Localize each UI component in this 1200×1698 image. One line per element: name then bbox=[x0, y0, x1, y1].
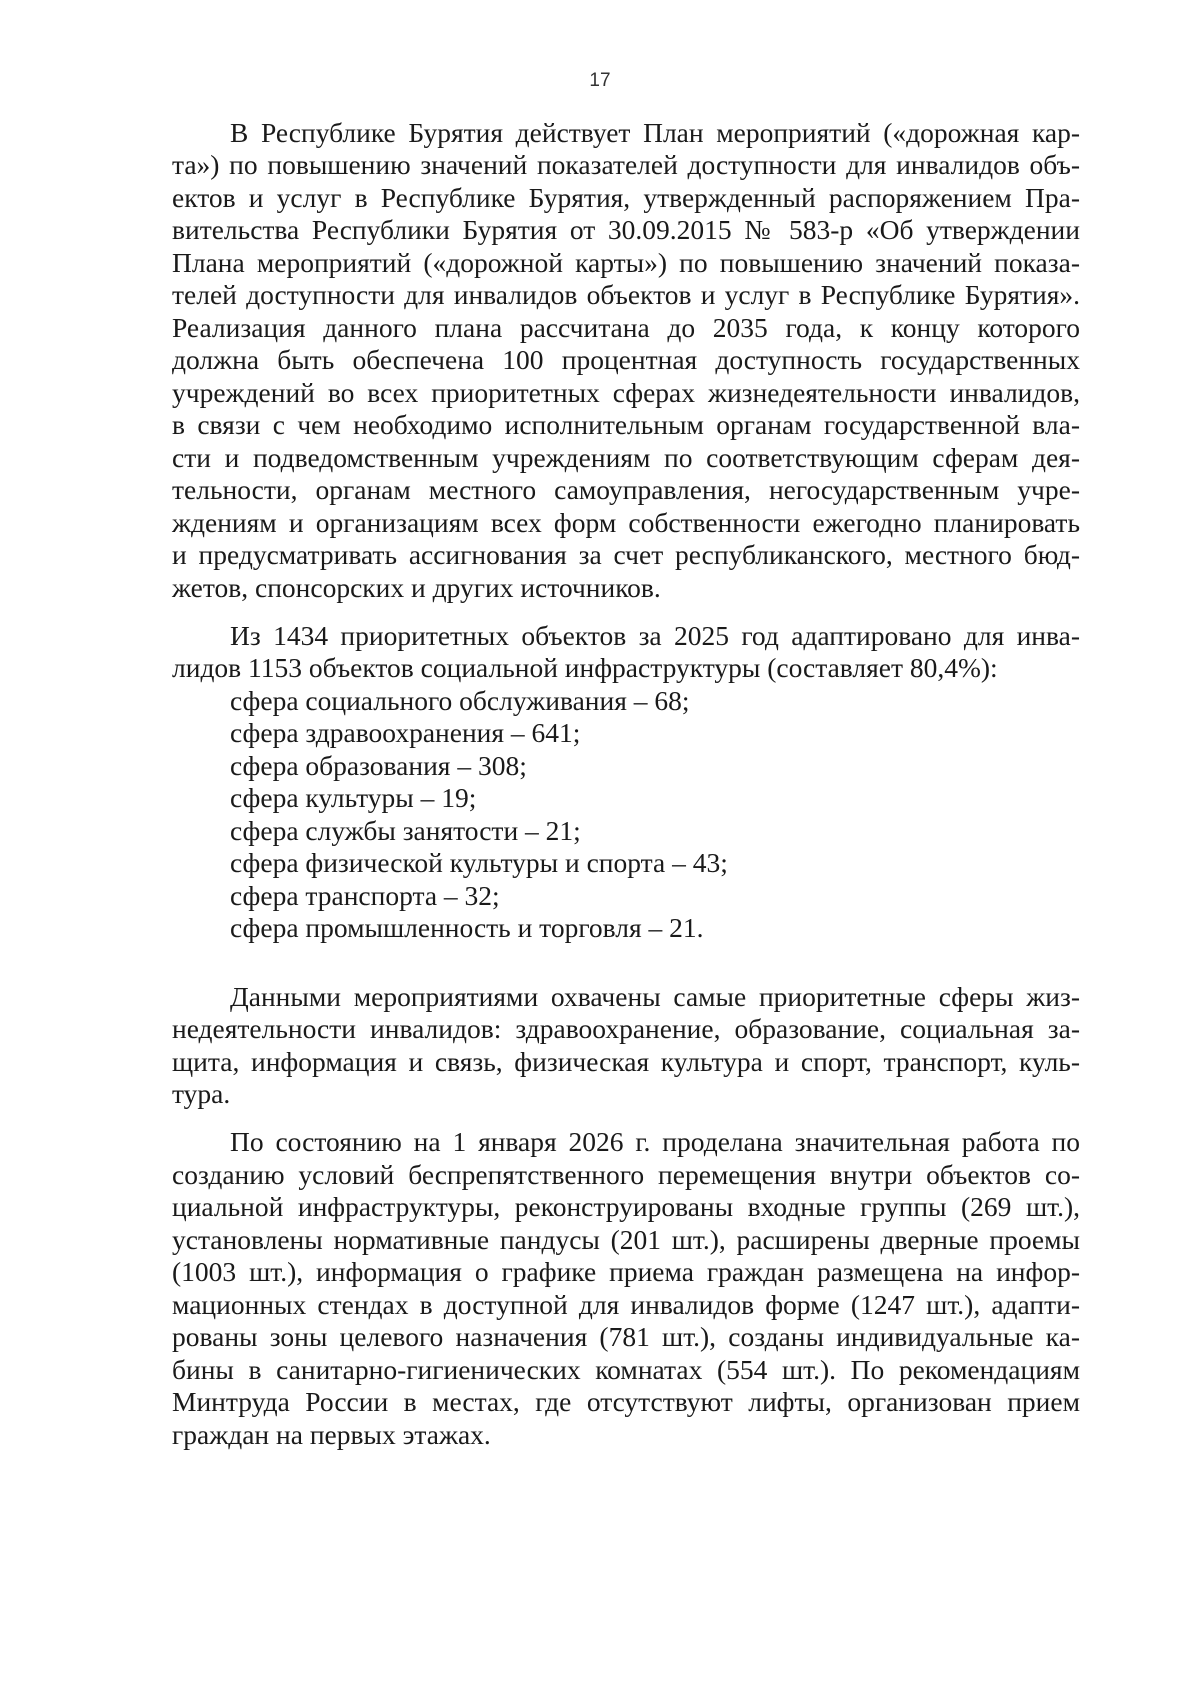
paragraph-1-line: должна быть обеспечена 100 процентная доступность государственных bbox=[172, 344, 1080, 375]
sphere-list-item: сфера культуры – 19; bbox=[230, 782, 477, 813]
sphere-list-item: сфера образования – 308; bbox=[230, 750, 527, 781]
paragraph-1-line: сти и подведомственным учреждениям по соответствующим сферам дея- bbox=[172, 442, 1080, 473]
paragraph-1-line: ектов и услуг в Республике Бурятия, утвержденный распоряжением Пра- bbox=[172, 182, 1080, 213]
paragraph-1-line: и предусматривать ассигнования за счет республиканского, местного бюд- bbox=[172, 539, 1080, 570]
paragraph-4-line: Минтруда России в местах, где отсутствуют лифты, организован прием bbox=[172, 1386, 1080, 1417]
paragraph-1-line: тельности, органам местного самоуправления, негосударственным учре- bbox=[172, 474, 1080, 505]
paragraph-1-line: ждениям и организациям всех форм собственности ежегодно планировать bbox=[172, 507, 1080, 538]
paragraph-3-line: недеятельности инвалидов: здравоохранение, образование, социальная за- bbox=[172, 1013, 1080, 1044]
sphere-list-item: сфера социального обслуживания – 68; bbox=[230, 685, 690, 716]
paragraph-1-line: В Республике Бурятия действует План мероприятий («дорожная кар- bbox=[230, 117, 1080, 148]
paragraph-4-line: циальной инфраструктуры, реконструированы входные группы (269 шт.), bbox=[172, 1191, 1080, 1222]
paragraph-1-line: та») по повышению значений показателей доступности для инвалидов объ- bbox=[172, 149, 1080, 180]
paragraph-4-line: бины в санитарно-гигиенических комнатах (554 шт.). По рекомендациям bbox=[172, 1354, 1080, 1385]
paragraph-1-line: жетов, спонсорских и других источников. bbox=[172, 572, 661, 603]
paragraph-3-line: тура. bbox=[172, 1078, 231, 1109]
sphere-list-item: сфера здравоохранения – 641; bbox=[230, 717, 581, 748]
page-number: 17 bbox=[589, 70, 611, 91]
paragraph-1-line: телей доступности для инвалидов объектов и услуг в Республике Бурятия». bbox=[172, 279, 1080, 310]
paragraph-3-line: Данными мероприятиями охвачены самые приоритетные сферы жиз- bbox=[230, 981, 1080, 1012]
paragraph-4-line: мационных стендах в доступной для инвалидов форме (1247 шт.), адапти- bbox=[172, 1289, 1080, 1320]
paragraph-3-line: щита, информация и связь, физическая культура и спорт, транспорт, куль- bbox=[172, 1046, 1080, 1077]
sphere-list-item: сфера физической культуры и спорта – 43; bbox=[230, 847, 728, 878]
paragraph-4-line: установлены нормативные пандусы (201 шт.), расширены дверные проемы bbox=[172, 1224, 1080, 1255]
paragraph-2-line: Из 1434 приоритетных объектов за 2025 год адаптировано для инва- bbox=[230, 620, 1080, 651]
paragraph-1-line: в связи с чем необходимо исполнительным органам государственной вла- bbox=[172, 409, 1080, 440]
paragraph-4-line: граждан на первых этажах. bbox=[172, 1419, 491, 1450]
paragraph-1-line: учреждений во всех приоритетных сферах жизнедеятельности инвалидов, bbox=[172, 377, 1080, 408]
paragraph-4-line: созданию условий беспрепятственного перемещения внутри объектов со- bbox=[172, 1159, 1080, 1190]
sphere-list-item: сфера службы занятости – 21; bbox=[230, 815, 581, 846]
paragraph-1-line: Плана мероприятий («дорожной карты») по повышению значений показа- bbox=[172, 247, 1080, 278]
paragraph-1-line: вительства Республики Бурятия от 30.09.2015 № 583-р «Об утверждении bbox=[172, 214, 1080, 245]
sphere-list-item: сфера промышленность и торговля – 21. bbox=[230, 912, 704, 943]
paragraph-4-line: (1003 шт.), информация о графике приема граждан размещена на инфор- bbox=[172, 1256, 1080, 1287]
sphere-list-item: сфера транспорта – 32; bbox=[230, 880, 500, 911]
paragraph-4-line: По состоянию на 1 января 2026 г. проделана значительная работа по bbox=[230, 1126, 1080, 1157]
paragraph-1-line: Реализация данного плана рассчитана до 2035 года, к концу которого bbox=[172, 312, 1080, 343]
paragraph-2-line: лидов 1153 объектов социальной инфраструктуры (составляет 80,4%): bbox=[172, 652, 998, 683]
paragraph-4-line: рованы зоны целевого назначения (781 шт.), созданы индивидуальные ка- bbox=[172, 1321, 1080, 1352]
